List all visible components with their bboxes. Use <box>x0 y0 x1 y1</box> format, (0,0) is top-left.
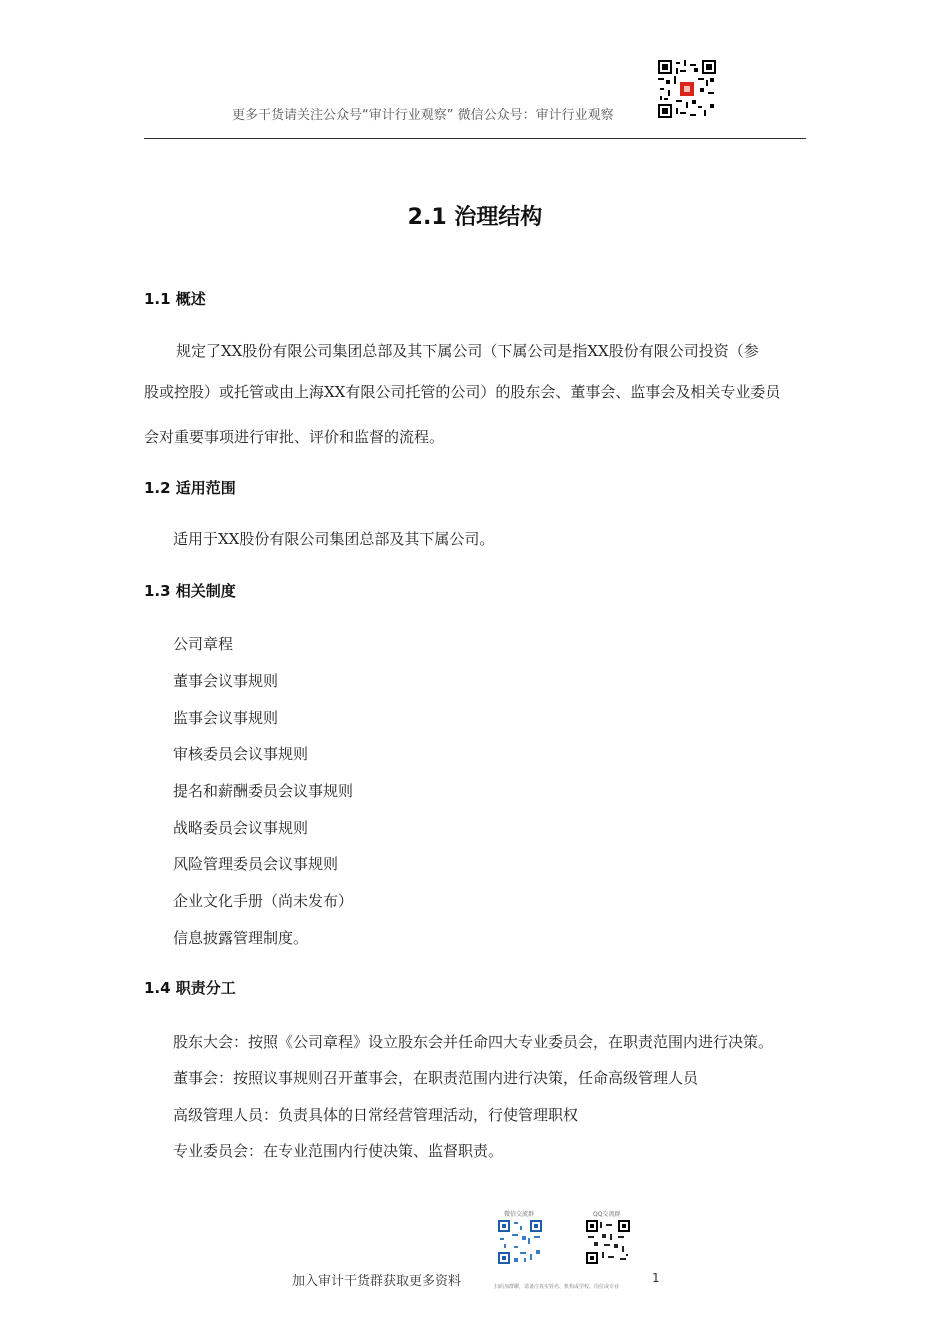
duty-item: 专业委员会：在专业范围内行使决策、监督职责。 <box>173 1142 504 1160</box>
qr-description: 扫码加群聊，请备注真实姓名、机构或学校、岗位或专业 <box>494 1284 620 1290</box>
policy-item: 公司章程 <box>173 635 234 653</box>
duty-item: 董事会：按照议事规则召开董事会，在职责范围内进行决策，任命高级管理人员 <box>173 1069 699 1087</box>
section-heading-overview: 1.1 概述 <box>144 290 206 308</box>
policy-item: 董事会议事规则 <box>173 672 279 690</box>
policy-item: 企业文化手册（尚未发布） <box>173 892 354 910</box>
document-title: 2.1 治理结构 <box>407 205 543 230</box>
overview-line-2: 股或控股）或托管或由上海XX有限公司托管的公司）的股东会、董事会、监事会及相关专业委员 <box>144 383 781 401</box>
policy-item: 战略委员会议事规则 <box>173 819 309 837</box>
duty-item: 高级管理人员：负责具体的日常经营管理活动，行使管理职权 <box>173 1106 579 1124</box>
policy-item: 信息披露管理制度。 <box>173 929 309 947</box>
header-divider <box>144 138 806 139</box>
section-heading-policies: 1.3 相关制度 <box>144 582 236 600</box>
qr-code-icon <box>658 60 716 118</box>
wechat-group-qr-icon <box>498 1220 542 1264</box>
qq-group-qr-icon <box>586 1220 630 1264</box>
overview-line-1: 规定了XX股份有限公司集团总部及其下属公司（下属公司是指XX股份有限公司投资（参 <box>176 342 759 360</box>
scope-text: 适用于XX股份有限公司集团总部及其下属公司。 <box>173 530 495 548</box>
section-heading-duties: 1.4 职责分工 <box>144 979 236 997</box>
section-heading-scope: 1.2 适用范围 <box>144 479 236 497</box>
policy-item: 风险管理委员会议事规则 <box>173 855 339 873</box>
qr-left-caption: 微信交流群 <box>504 1211 535 1218</box>
overview-line-3: 会对重要事项进行审批、评价和监督的流程。 <box>144 428 445 446</box>
qr-right-caption: QQ交流群 <box>593 1211 621 1218</box>
policy-item: 提名和薪酬委员会议事规则 <box>173 782 354 800</box>
policy-item: 审核委员会议事规则 <box>173 745 309 763</box>
page-number: 1 <box>652 1271 660 1285</box>
header-text: 更多干货请关注公众号“审计行业观察” 微信公众号：审计行业观察 <box>232 108 614 123</box>
footer-text: 加入审计干货群获取更多资料 <box>292 1274 462 1289</box>
policy-item: 监事会议事规则 <box>173 709 279 727</box>
duty-item: 股东大会：按照《公司章程》设立股东会并任命四大专业委员会，在职责范围内进行决策。 <box>173 1033 774 1051</box>
